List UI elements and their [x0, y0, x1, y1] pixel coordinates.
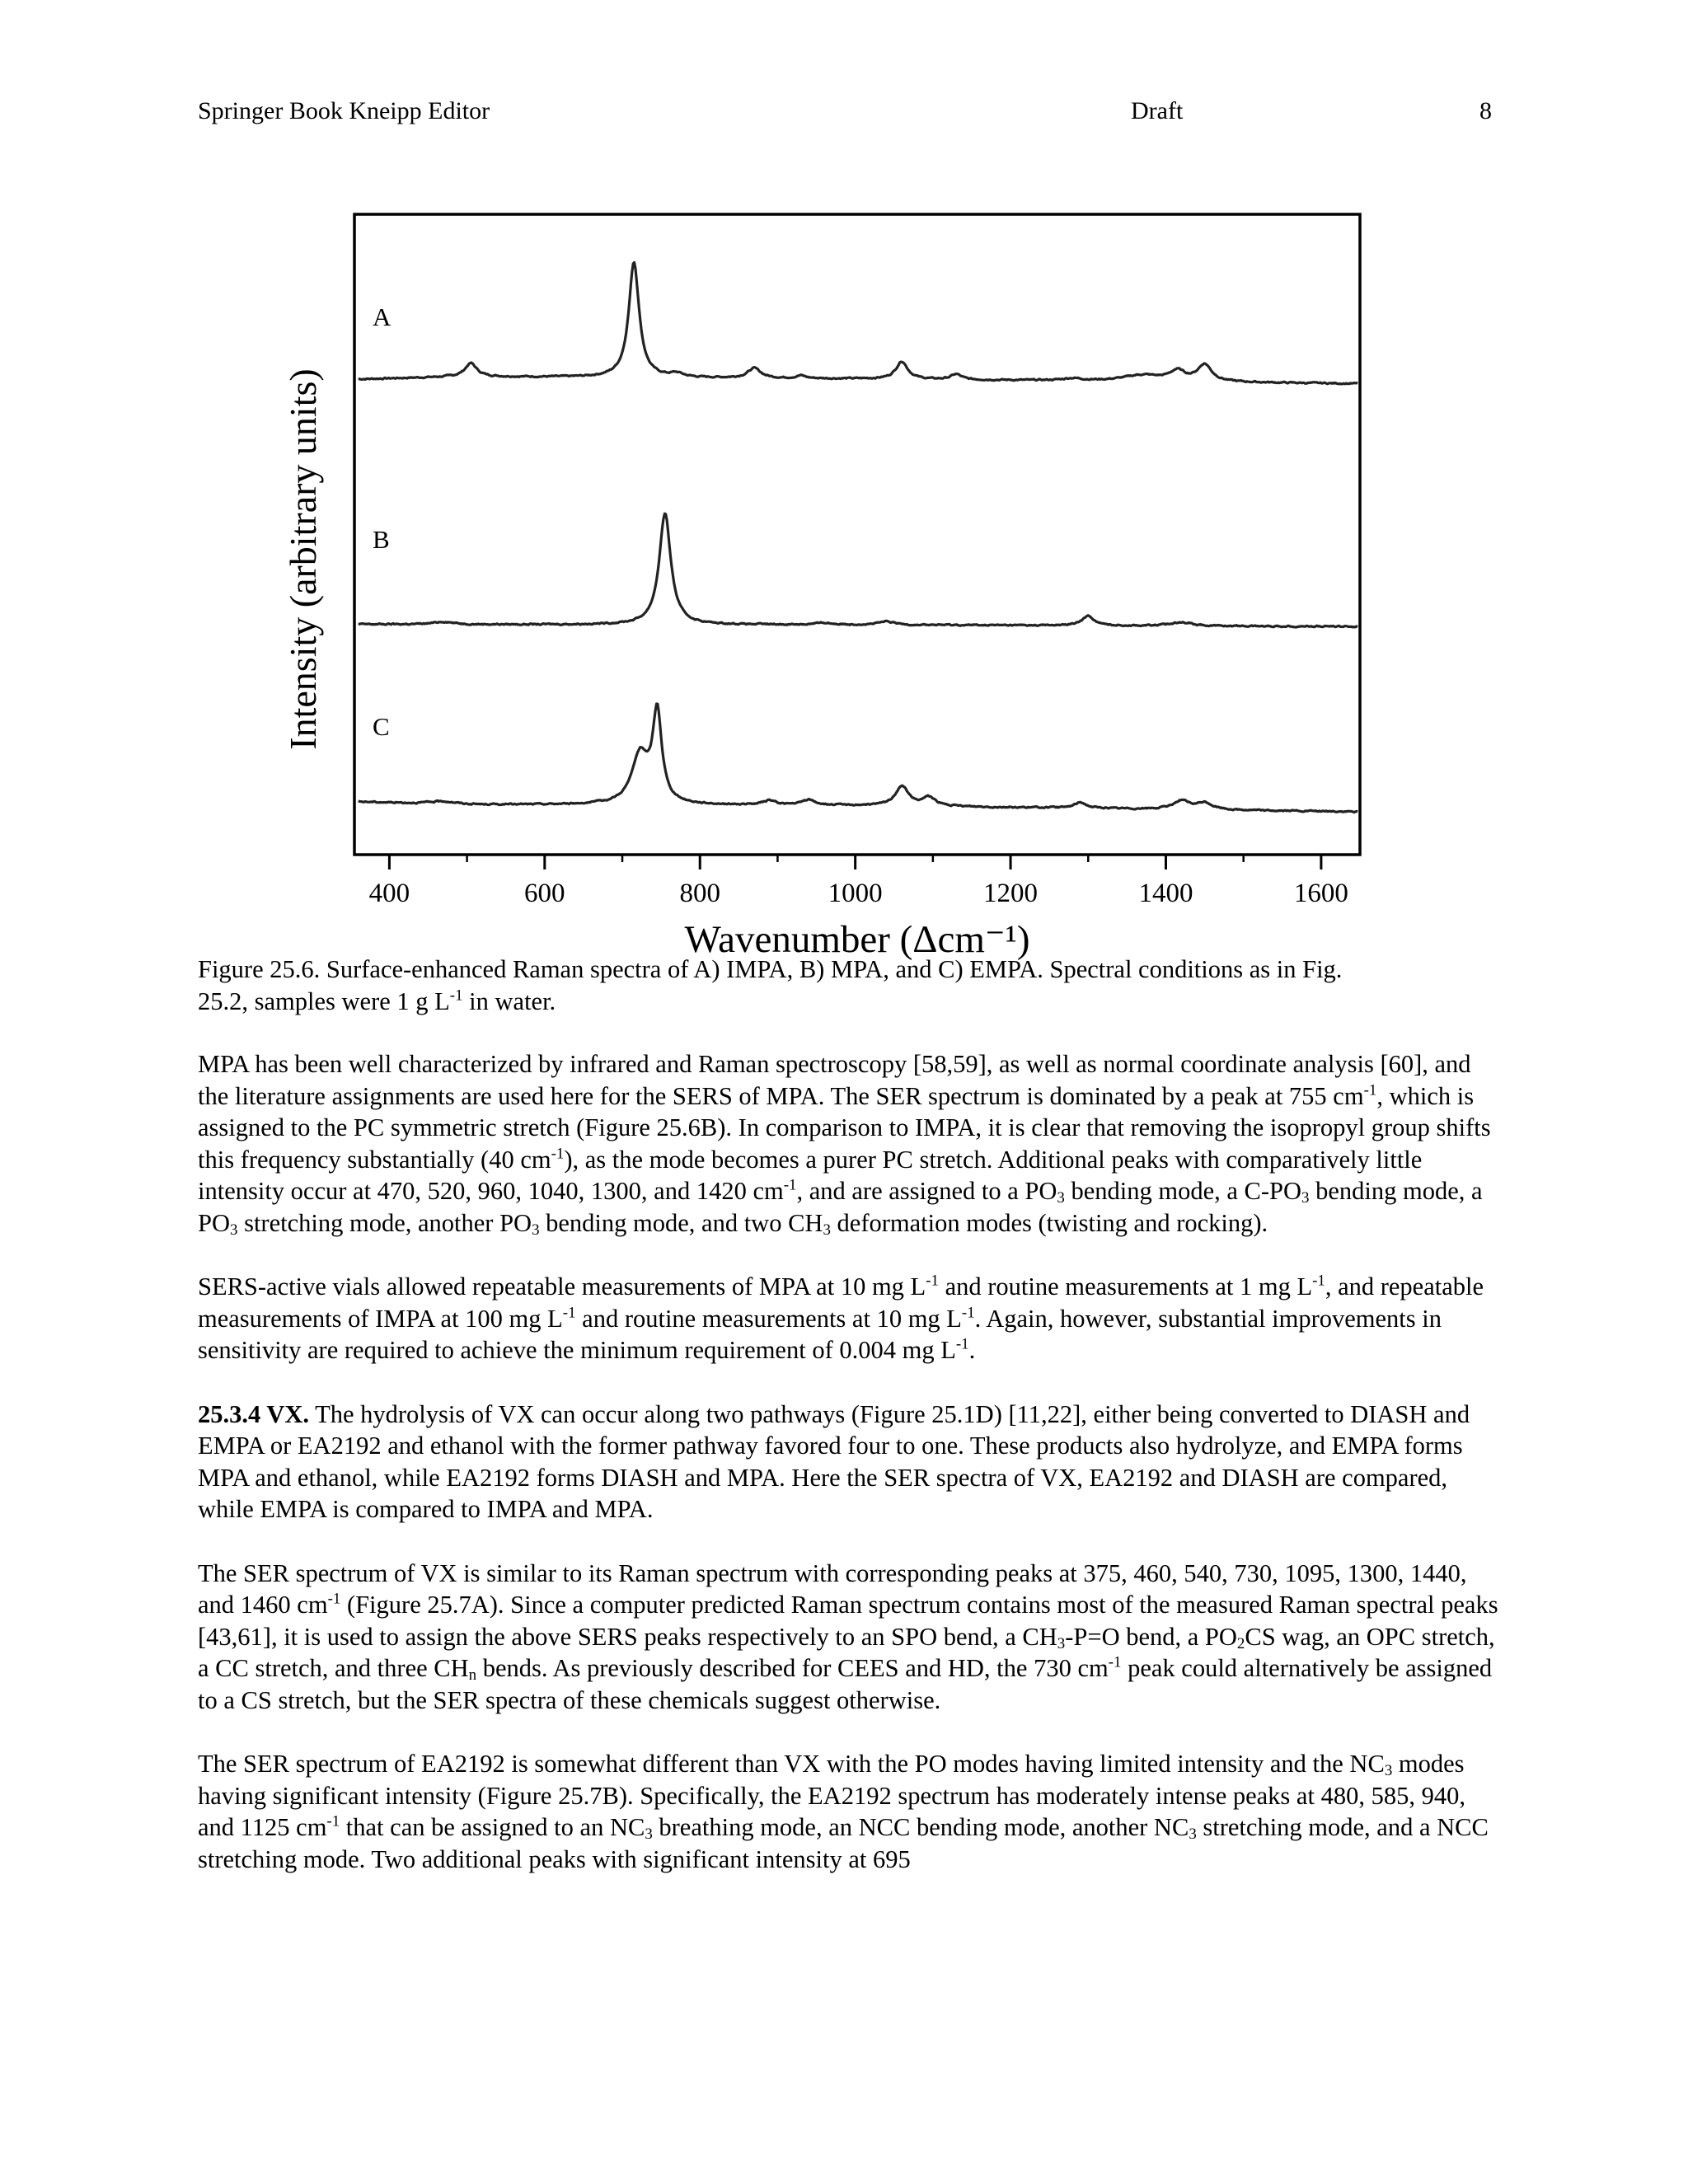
running-head-title: Springer Book Kneipp Editor	[198, 97, 490, 124]
section-heading: 25.3.4 VX.	[198, 1399, 310, 1428]
x-axis-label: Wavenumber (Δcm⁻¹)	[684, 918, 1030, 961]
running-head-draft: Draft	[1131, 97, 1184, 124]
x-tick-label: 1400	[1138, 879, 1193, 908]
figure-caption: Figure 25.6. Surface-enhanced Raman spectra of A) IMPA, B) MPA, and C) EMPA. Spectral conditions as in Fig. 25.2, samples were 1 g $L^{-1}$ in water.	[198, 954, 1500, 1017]
caption-line-2: 25.2, samples were 1 g L	[198, 987, 450, 1015]
spectrum-label-c: C	[373, 712, 390, 741]
paragraph-mpa: MPA has been well characterized by infrared and Raman spectroscopy [58,59], as well as normal coordinate analysis [60], and the literature assignments are used here for the SERS of MPA. The SER spectrum is dominated by a peak at 755 $cm^{-1}$, which is assigned to the PC symmetric stretch (Figure 25.6B). In comparison to IMPA, it is clear that removing the isopropyl group shifts this frequency substantially (40 $cm^{-1}$), as the mode becomes a purer PC stretch. Additional peaks with comparatively little intensity occur at 470, 520, 960, 1040, 1300, and 1420 $cm^{-1}$, and are assigned to a $PO_3$ bending mode, a $C-PO_3$ bending mode, a $PO_3$ stretching mode, another $PO_3$ bending mode, and two $CH_3$ deformation modes (twisting and rocking).	[198, 1050, 1491, 1239]
spectrum-label-a: A	[373, 302, 392, 331]
paragraph-sers-vials: SERS-active vials allowed repeatable measurements of MPA at 10 mg $L^{-1}$ and routine measurements at 1 mg $L^{-1}$, and repeatable measurements of IMPA at 100 mg $L^{-1}$ and routine measurements at 10 mg $L^{-1}$. Again, however, substantial improvements in sensitivity are required to achieve the minimum requirement of 0.004 mg $L^{-1}$.	[198, 1272, 1484, 1364]
spectrum-label-b: B	[373, 525, 390, 554]
paragraph-vx: 25.3.4 VX. The hydrolysis of VX can occur along two pathways (Figure 25.1D) [11,22], either being converted to DIASH and EMPA or EA2192 and ethanol with the former pathway favored four to one. These products also hydrolyze, and EMPA forms MPA and ethanol, while EA2192 forms DIASH and MPA. Here the SER spectra of VX, EA2192 and DIASH are compared, while EMPA is compared to IMPA and MPA.	[198, 1399, 1470, 1523]
y-axis-label: Intensity (arbitrary units)	[282, 368, 324, 750]
x-tick-label: 1000	[828, 879, 883, 908]
paragraph-ea2192: The SER spectrum of EA2192 is somewhat different than VX with the PO modes having limited intensity and the $NC_3$ modes having significant intensity (Figure 25.7B). Specifically, the EA2192 spectrum has moderately intense peaks at 480, 585, 940, and 1125 $cm^{-1}$ that can be assigned to an $NC_3$ breathing mode, an NCC bending mode, another $NC_3$ stretching mode, and a NCC stretching mode. Two additional peaks with significant intensity at 695	[198, 1750, 1489, 1873]
x-tick-label: 600	[524, 879, 565, 908]
x-tick-label: 400	[368, 879, 410, 908]
spectrum-line-c	[359, 704, 1358, 813]
body-text	[198, 1048, 1500, 1907]
x-tick-label: 800	[679, 879, 720, 908]
page-header	[198, 97, 1492, 130]
page-number: 8	[1479, 97, 1492, 124]
x-tick-label: 1200	[983, 879, 1039, 908]
spectrum-line-b	[359, 513, 1358, 627]
x-tick-label: 1600	[1293, 879, 1348, 908]
caption-line-1: Figure 25.6. Surface-enhanced Raman spectra of A) IMPA, B) MPA, and C) EMPA. Spectral conditions as in Fig.	[198, 955, 1343, 983]
raman-spectra-figure	[280, 198, 1517, 964]
paragraph-vx-spectrum: The SER spectrum of VX is similar to its Raman spectrum with corresponding peaks at 375, 460, 540, 730, 1095, 1300, 1440, and 1460 $cm^{-1}$ (Figure 25.7A). Since a computer predicted Raman spectrum contains most of the measured Raman spectral peaks [43,61], it is used to assign the above SERS peaks respectively to an SPO bend, a $CH_3-P=O$ bend, a $PO_2CS$ wag, an OPC stretch, a CC stretch, and three $CH_n$ bends. As previously described for CEES and HD, the 730 $cm^{-1}$ peak could alternatively be assigned to a CS stretch, but the SER spectra of these chemicals suggest otherwise.	[198, 1558, 1498, 1714]
spectrum-line-a	[359, 263, 1358, 385]
plot-frame	[354, 214, 1360, 855]
